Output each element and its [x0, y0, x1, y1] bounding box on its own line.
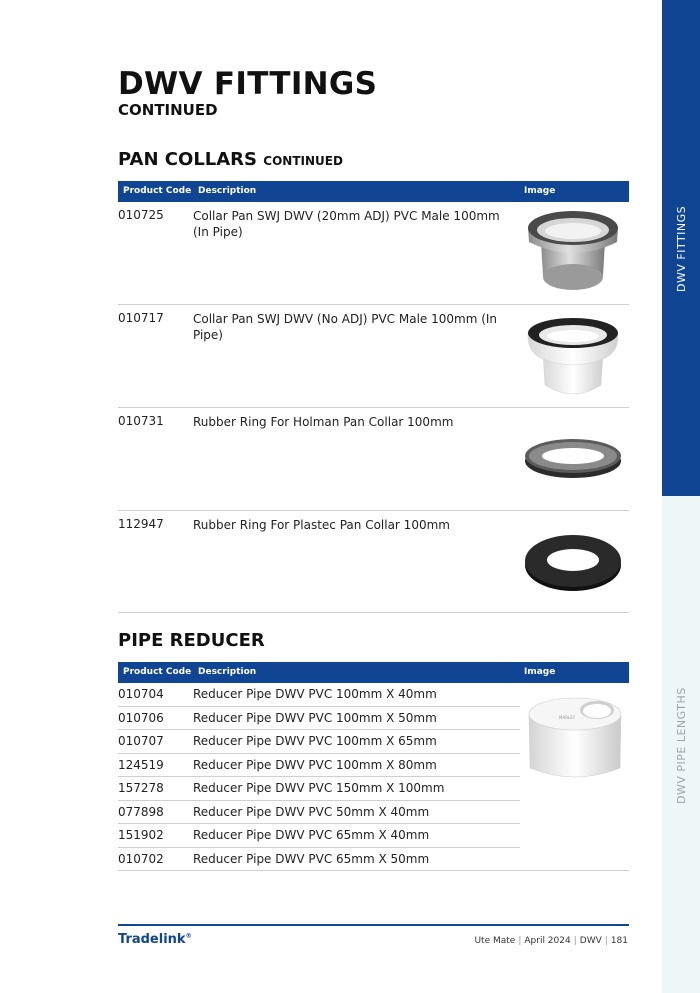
side-tab-label: DWV PIPE LENGTHS	[675, 687, 688, 804]
table-row	[118, 408, 629, 511]
table-row	[118, 305, 629, 408]
section-heading-suffix: CONTINUED	[263, 154, 343, 168]
side-tab-label: DWV FITTINGS	[675, 205, 688, 292]
column-header-code: Product Code	[123, 186, 192, 196]
product-description: Reducer Pipe DWV PVC 100mm X 65mm	[193, 734, 437, 748]
product-code: 010704	[118, 687, 164, 701]
pan-collar-no-adj-image	[523, 313, 623, 403]
product-description: Reducer Pipe DWV PVC 100mm X 80mm	[193, 757, 437, 772]
table-header	[118, 662, 629, 683]
product-description: Collar Pan SWJ DWV (No ADJ) PVC Male 100mm (In Pipe)	[193, 312, 498, 342]
table-row	[118, 801, 520, 825]
product-description: Reducer Pipe DWV PVC 150mm X 100mm	[193, 781, 445, 795]
table-row	[118, 754, 520, 778]
section-heading-pipe-reducer: PIPE REDUCER	[118, 630, 265, 651]
side-tab-dwv-fittings[interactable]	[662, 0, 700, 496]
column-header-code: Product Code	[123, 667, 192, 677]
table-row	[118, 683, 520, 707]
rubber-ring-holman-image	[523, 432, 623, 482]
column-header-image: Image	[524, 667, 556, 677]
page-title: DWV FITTINGS	[118, 66, 378, 102]
product-description: Reducer Pipe DWV PVC 65mm X 50mm	[193, 851, 430, 866]
pipe-reducer-image	[523, 688, 627, 788]
rubber-ring-plastec-image	[523, 531, 623, 595]
product-description: Reducer Pipe DWV PVC 65mm X 40mm	[193, 828, 430, 842]
product-code: 010707	[118, 734, 164, 748]
table-row	[118, 824, 520, 848]
footer-info: Ute Mate | April 2024 | DWV | 181	[474, 936, 628, 946]
product-description: Reducer Pipe DWV PVC 100mm X 50mm	[193, 710, 437, 725]
table-row	[118, 848, 520, 872]
table-row	[118, 511, 629, 613]
product-code: 010725	[118, 208, 164, 222]
product-description: Rubber Ring For Holman Pan Collar 100mm	[193, 415, 454, 429]
product-code: 157278	[118, 781, 164, 795]
product-code: 112947	[118, 517, 164, 531]
product-code: 077898	[118, 804, 164, 819]
section-heading-pan-collars	[118, 149, 343, 170]
brand-name: Tradelink	[118, 932, 186, 947]
column-header-description: Description	[198, 186, 257, 196]
page-subtitle: CONTINUED	[118, 101, 218, 119]
column-header-image: Image	[524, 186, 556, 196]
reducer-brand-label: MARLEY	[559, 715, 576, 720]
product-code: 010706	[118, 710, 164, 725]
footer-publication: Ute Mate	[474, 936, 516, 946]
table-row	[118, 707, 520, 731]
table-bottom-rule	[118, 870, 629, 871]
product-code: 010717	[118, 311, 164, 325]
side-tab-dwv-pipe-lengths[interactable]	[662, 496, 700, 993]
footer-rule	[118, 924, 629, 926]
footer-section: DWV	[579, 936, 602, 946]
table-row	[118, 777, 520, 801]
product-code: 010702	[118, 851, 164, 866]
footer-date: April 2024	[524, 936, 571, 946]
product-description: Rubber Ring For Plastec Pan Collar 100mm	[193, 518, 450, 532]
page-number: 181	[610, 936, 628, 946]
product-description: Reducer Pipe DWV PVC 50mm X 40mm	[193, 804, 430, 819]
product-code: 124519	[118, 757, 164, 772]
product-description: Collar Pan SWJ DWV (20mm ADJ) PVC Male 100mm (In Pipe)	[193, 209, 500, 239]
product-code: 151902	[118, 828, 164, 842]
tradelink-logo	[118, 932, 192, 947]
product-description: Reducer Pipe DWV PVC 100mm X 40mm	[193, 687, 437, 701]
pan-collar-adj-image	[523, 206, 623, 298]
table-header	[118, 181, 629, 202]
product-code: 010731	[118, 414, 164, 428]
column-header-description: Description	[198, 667, 257, 677]
brand-mark: ®	[185, 932, 192, 940]
table-row	[118, 202, 629, 305]
table-row	[118, 730, 520, 754]
section-heading-text: PAN COLLARS	[118, 149, 258, 170]
